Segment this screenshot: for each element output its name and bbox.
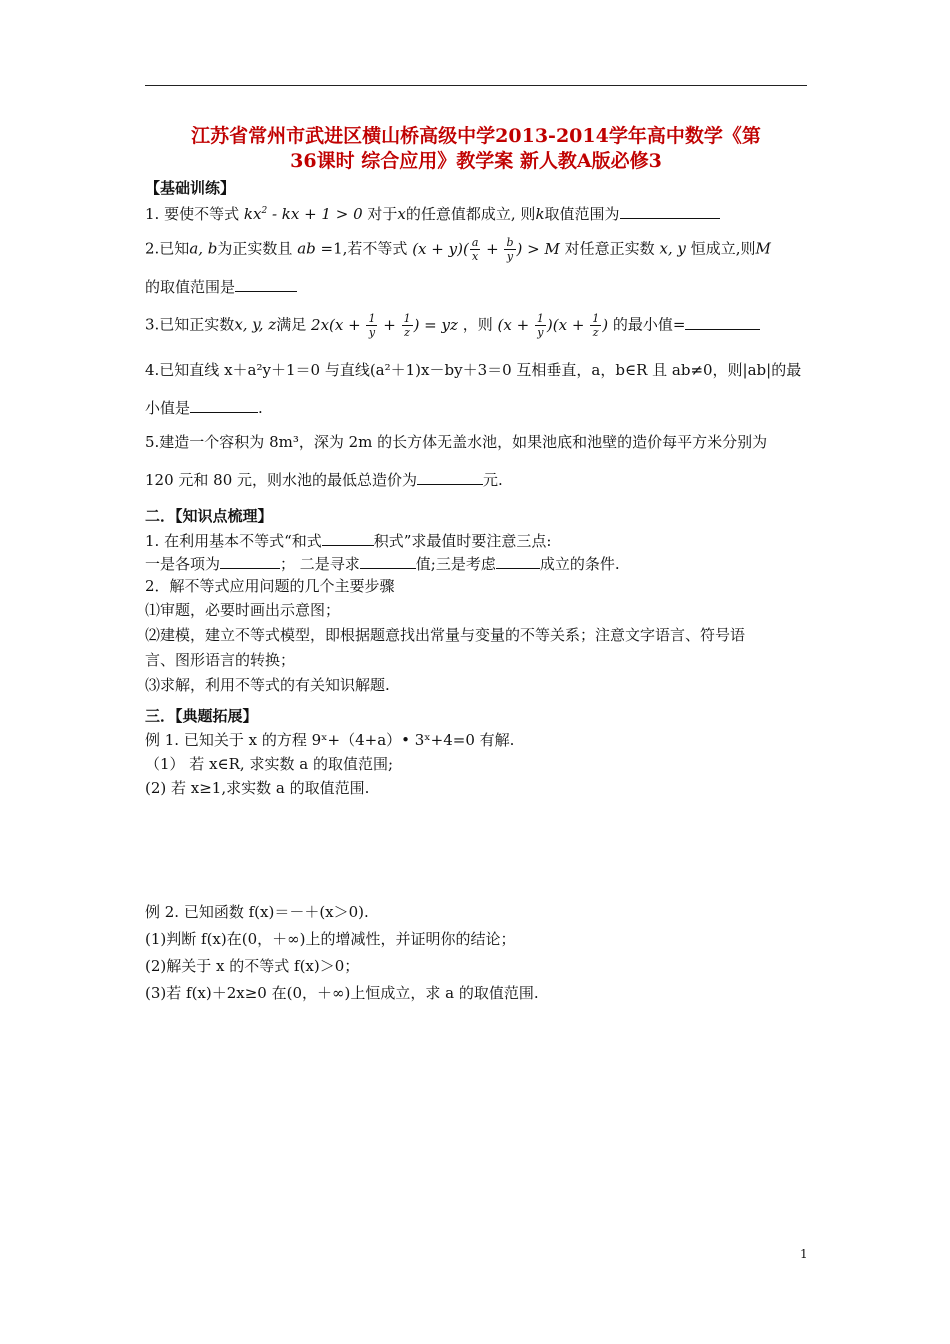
step-2-continued: 言、图形语言的转换；	[145, 651, 296, 669]
q2-ab: ab	[297, 239, 316, 258]
example-1-part-1: （1） 若 x∈R, 求实数 a 的取值范围;	[145, 755, 394, 773]
question-1: 1. 要使不等式 $kx^2$ - kx + 1 > 0 对于x的任意值都成立, 则k取值范围为	[145, 203, 720, 224]
page-number: 1	[800, 1247, 808, 1261]
example-1-stem: 例 1. 已知关于 x 的方程 9ˣ+（4+a）• 3ˣ+4=0 有解.	[145, 731, 515, 749]
title-line-2: 36课时 综合应用》教学案 新人教A版必修3	[290, 150, 662, 172]
answer-blank	[417, 469, 483, 485]
answer-blank	[496, 553, 540, 569]
section-3-heading: 三．【典题拓展】	[145, 707, 258, 725]
knowledge-point-2: 2．解不等式应用问题的几个主要步骤	[145, 577, 395, 595]
answer-blank	[685, 314, 760, 330]
knowledge-point-1: 1. 在利用基本不等式“和式 积式”求最值时要注意三点:	[145, 532, 552, 550]
answer-blank	[360, 553, 416, 569]
q2-inequality: (x + y)( $\frac{a}{x}$ + $\frac{b}{y}$ ) > M	[412, 236, 560, 263]
step-2: ⑵建模，建立不等式模型，即根据题意找出常量与变量的不等关系；注意文字语言、符号语	[145, 626, 746, 644]
answer-blank	[220, 553, 280, 569]
answer-blank	[235, 276, 297, 292]
q1-inequality: $kx^2$ - kx + 1 > 0	[243, 205, 363, 223]
section-2-heading: 二．【知识点梳理】	[145, 507, 273, 525]
example-2-part-1: (1)判断 f(x)在(0，＋∞)上的增减性，并证明你的结论；	[145, 930, 516, 948]
question-5-line-2: 120 元和 80 元，则水池的最低总造价为 元.	[145, 471, 503, 489]
page-title	[145, 124, 807, 174]
step-1: ⑴审题，必要时画出示意图；	[145, 601, 341, 619]
question-4-line-2: 小值是 .	[145, 399, 263, 417]
example-2-stem: 例 2. 已知函数 f(x)＝－＋(x＞0).	[145, 903, 369, 921]
title-line-1: 江苏省常州市武进区横山桥高级中学2013-2014学年高中数学《第	[191, 125, 761, 147]
example-2-part-3: (3)若 f(x)＋2x≥0 在(0，＋∞)上恒成立，求 a 的取值范围.	[145, 984, 539, 1002]
knowledge-point-1-detail: 一是各项为 ； 二是寻求 值;三是考虑 成立的条件.	[145, 555, 620, 573]
section-1-heading: 【基础训练】	[145, 179, 236, 197]
answer-blank	[322, 530, 374, 546]
step-3: ⑶求解，利用不等式的有关知识解题.	[145, 676, 390, 694]
example-2-part-2: (2)解关于 x 的不等式 f(x)＞0；	[145, 957, 360, 975]
example-1-part-2: (2) 若 x≥1,求实数 a 的取值范围.	[145, 779, 370, 797]
question-4: 4.已知直线 x＋a²y＋1＝0 与直线(a²＋1)x－by＋3＝0 互相垂直，a，b∈R 且 ab≠0，则|ab|的最	[145, 361, 802, 379]
q3-expression: (x + $\frac{1}{y}$ )(x + $\frac{1}{z}$ )	[497, 312, 609, 339]
answer-blank	[190, 397, 258, 413]
question-2: 2.已知a, b为正实数且 ab =1,若不等式 (x + y)( $\frac{a}{x}$ + $\frac{b}{y}$ ) > M 对任意正实数 x, y 恒成立,则M	[145, 236, 771, 263]
question-3: 3.已知正实数x, y, z满足 2x(x + $\frac{1}{y}$ + $\frac{1}{z}$ ) = yz ，则 (x + $\frac{1}{y}$ )(x + $\frac{1}{z}$ ) 的最小值=	[145, 312, 760, 339]
question-5: 5.建造一个容积为 8m³，深为 2m 的长方体无盖水池，如果池底和池壁的造价每平方米分别为	[145, 433, 768, 451]
question-2-line-2: 的取值范围是	[145, 276, 297, 297]
header-rule	[145, 85, 807, 86]
q3-condition: 2x(x + $\frac{1}{y}$ + $\frac{1}{z}$ ) = yz	[311, 312, 458, 339]
answer-blank	[620, 203, 720, 219]
